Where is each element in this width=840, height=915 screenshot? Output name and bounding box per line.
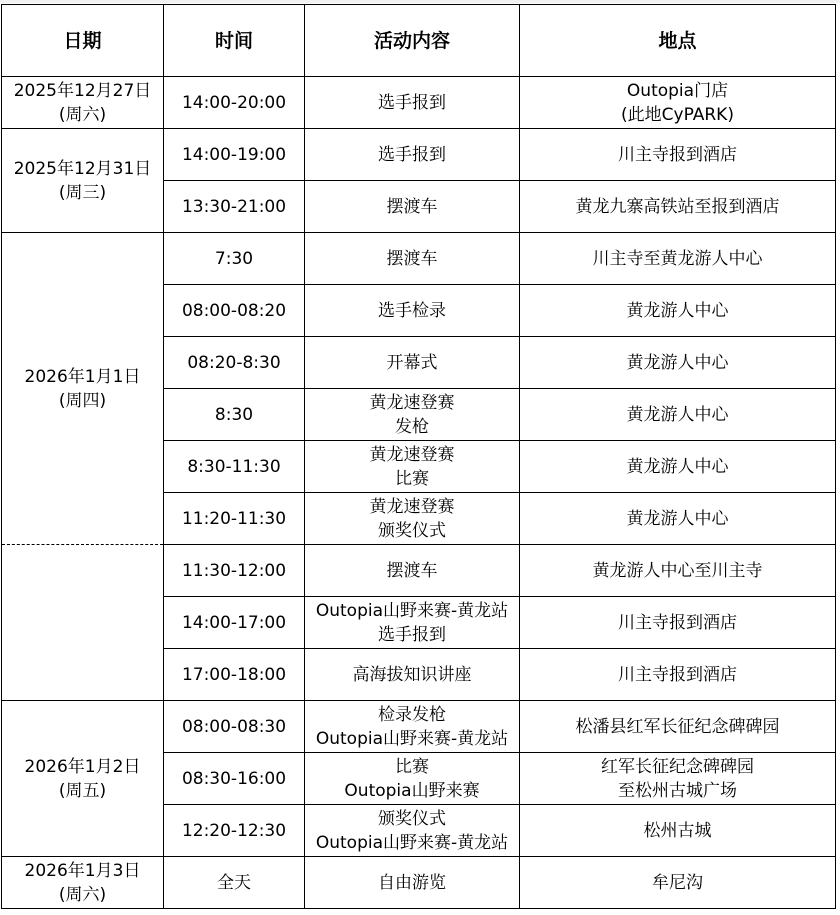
time-cell: 11:30-12:00 [164,545,305,597]
activity-cell: 黄龙速登赛 发枪 [305,389,520,441]
location-cell: 红军长征纪念碑碑园 至松州古城广场 [520,753,836,805]
schedule-table [1,4,836,909]
header-activity: 活动内容 [305,5,520,77]
header-date: 日期 [2,5,164,77]
table-row [2,77,836,129]
time-cell: 14:00-17:00 [164,597,305,649]
location-cell: 牟尼沟 [520,857,836,909]
activity-cell: 自由游览 [305,857,520,909]
activity-cell: 黄龙速登赛 比赛 [305,441,520,493]
time-cell: 08:30-16:00 [164,753,305,805]
time-cell: 08:00-08:20 [164,285,305,337]
table-row [2,233,836,285]
time-cell: 11:20-11:30 [164,493,305,545]
table-row [2,545,836,597]
date-cell: 2025年12月31日 (周三) [2,129,164,233]
table-row [2,129,836,181]
activity-cell: Outopia山野来赛-黄龙站 选手报到 [305,597,520,649]
activity-cell: 摆渡车 [305,233,520,285]
activity-cell: 选手报到 [305,129,520,181]
time-cell: 13:30-21:00 [164,181,305,233]
location-cell: 黄龙游人中心 [520,285,836,337]
time-cell: 全天 [164,857,305,909]
time-cell: 08:20-8:30 [164,337,305,389]
time-cell: 8:30 [164,389,305,441]
location-cell: 黄龙游人中心 [520,337,836,389]
header-location: 地点 [520,5,836,77]
activity-cell: 颁奖仪式 Outopia山野来赛-黄龙站 [305,805,520,857]
activity-cell: 高海拔知识讲座 [305,649,520,701]
time-cell: 12:20-12:30 [164,805,305,857]
location-cell: 黄龙游人中心 [520,493,836,545]
activity-cell: 摆渡车 [305,181,520,233]
activity-cell: 选手检录 [305,285,520,337]
activity-cell: 开幕式 [305,337,520,389]
time-cell: 7:30 [164,233,305,285]
date-cell: 2026年1月3日 (周六) [2,857,164,909]
location-cell: 黄龙游人中心 [520,441,836,493]
header-row [2,5,836,77]
time-cell: 17:00-18:00 [164,649,305,701]
location-cell: 川主寺至黄龙游人中心 [520,233,836,285]
location-cell: 松潘县红军长征纪念碑碑园 [520,701,836,753]
date-cell: 2025年12月27日 (周六) [2,77,164,129]
location-cell: 川主寺报到酒店 [520,129,836,181]
location-cell: Outopia门店 (此地CyPARK) [520,77,836,129]
time-cell: 14:00-20:00 [164,77,305,129]
activity-cell: 检录发枪 Outopia山野来赛-黄龙站 [305,701,520,753]
table-row [2,701,836,753]
activity-cell: 黄龙速登赛 颁奖仪式 [305,493,520,545]
location-cell: 川主寺报到酒店 [520,597,836,649]
date-cell-continued [2,545,164,701]
date-cell: 2026年1月2日 (周五) [2,701,164,857]
header-time: 时间 [164,5,305,77]
location-cell: 松州古城 [520,805,836,857]
location-cell: 川主寺报到酒店 [520,649,836,701]
top-border [0,0,840,3]
time-cell: 14:00-19:00 [164,129,305,181]
time-cell: 08:00-08:30 [164,701,305,753]
activity-cell: 选手报到 [305,77,520,129]
location-cell: 黄龙游人中心至川主寺 [520,545,836,597]
location-cell: 黄龙游人中心 [520,389,836,441]
table-row [2,857,836,909]
activity-cell: 摆渡车 [305,545,520,597]
activity-cell: 比赛 Outopia山野来赛 [305,753,520,805]
time-cell: 8:30-11:30 [164,441,305,493]
date-cell: 2026年1月1日 (周四) [2,233,164,545]
location-cell: 黄龙九寨高铁站至报到酒店 [520,181,836,233]
